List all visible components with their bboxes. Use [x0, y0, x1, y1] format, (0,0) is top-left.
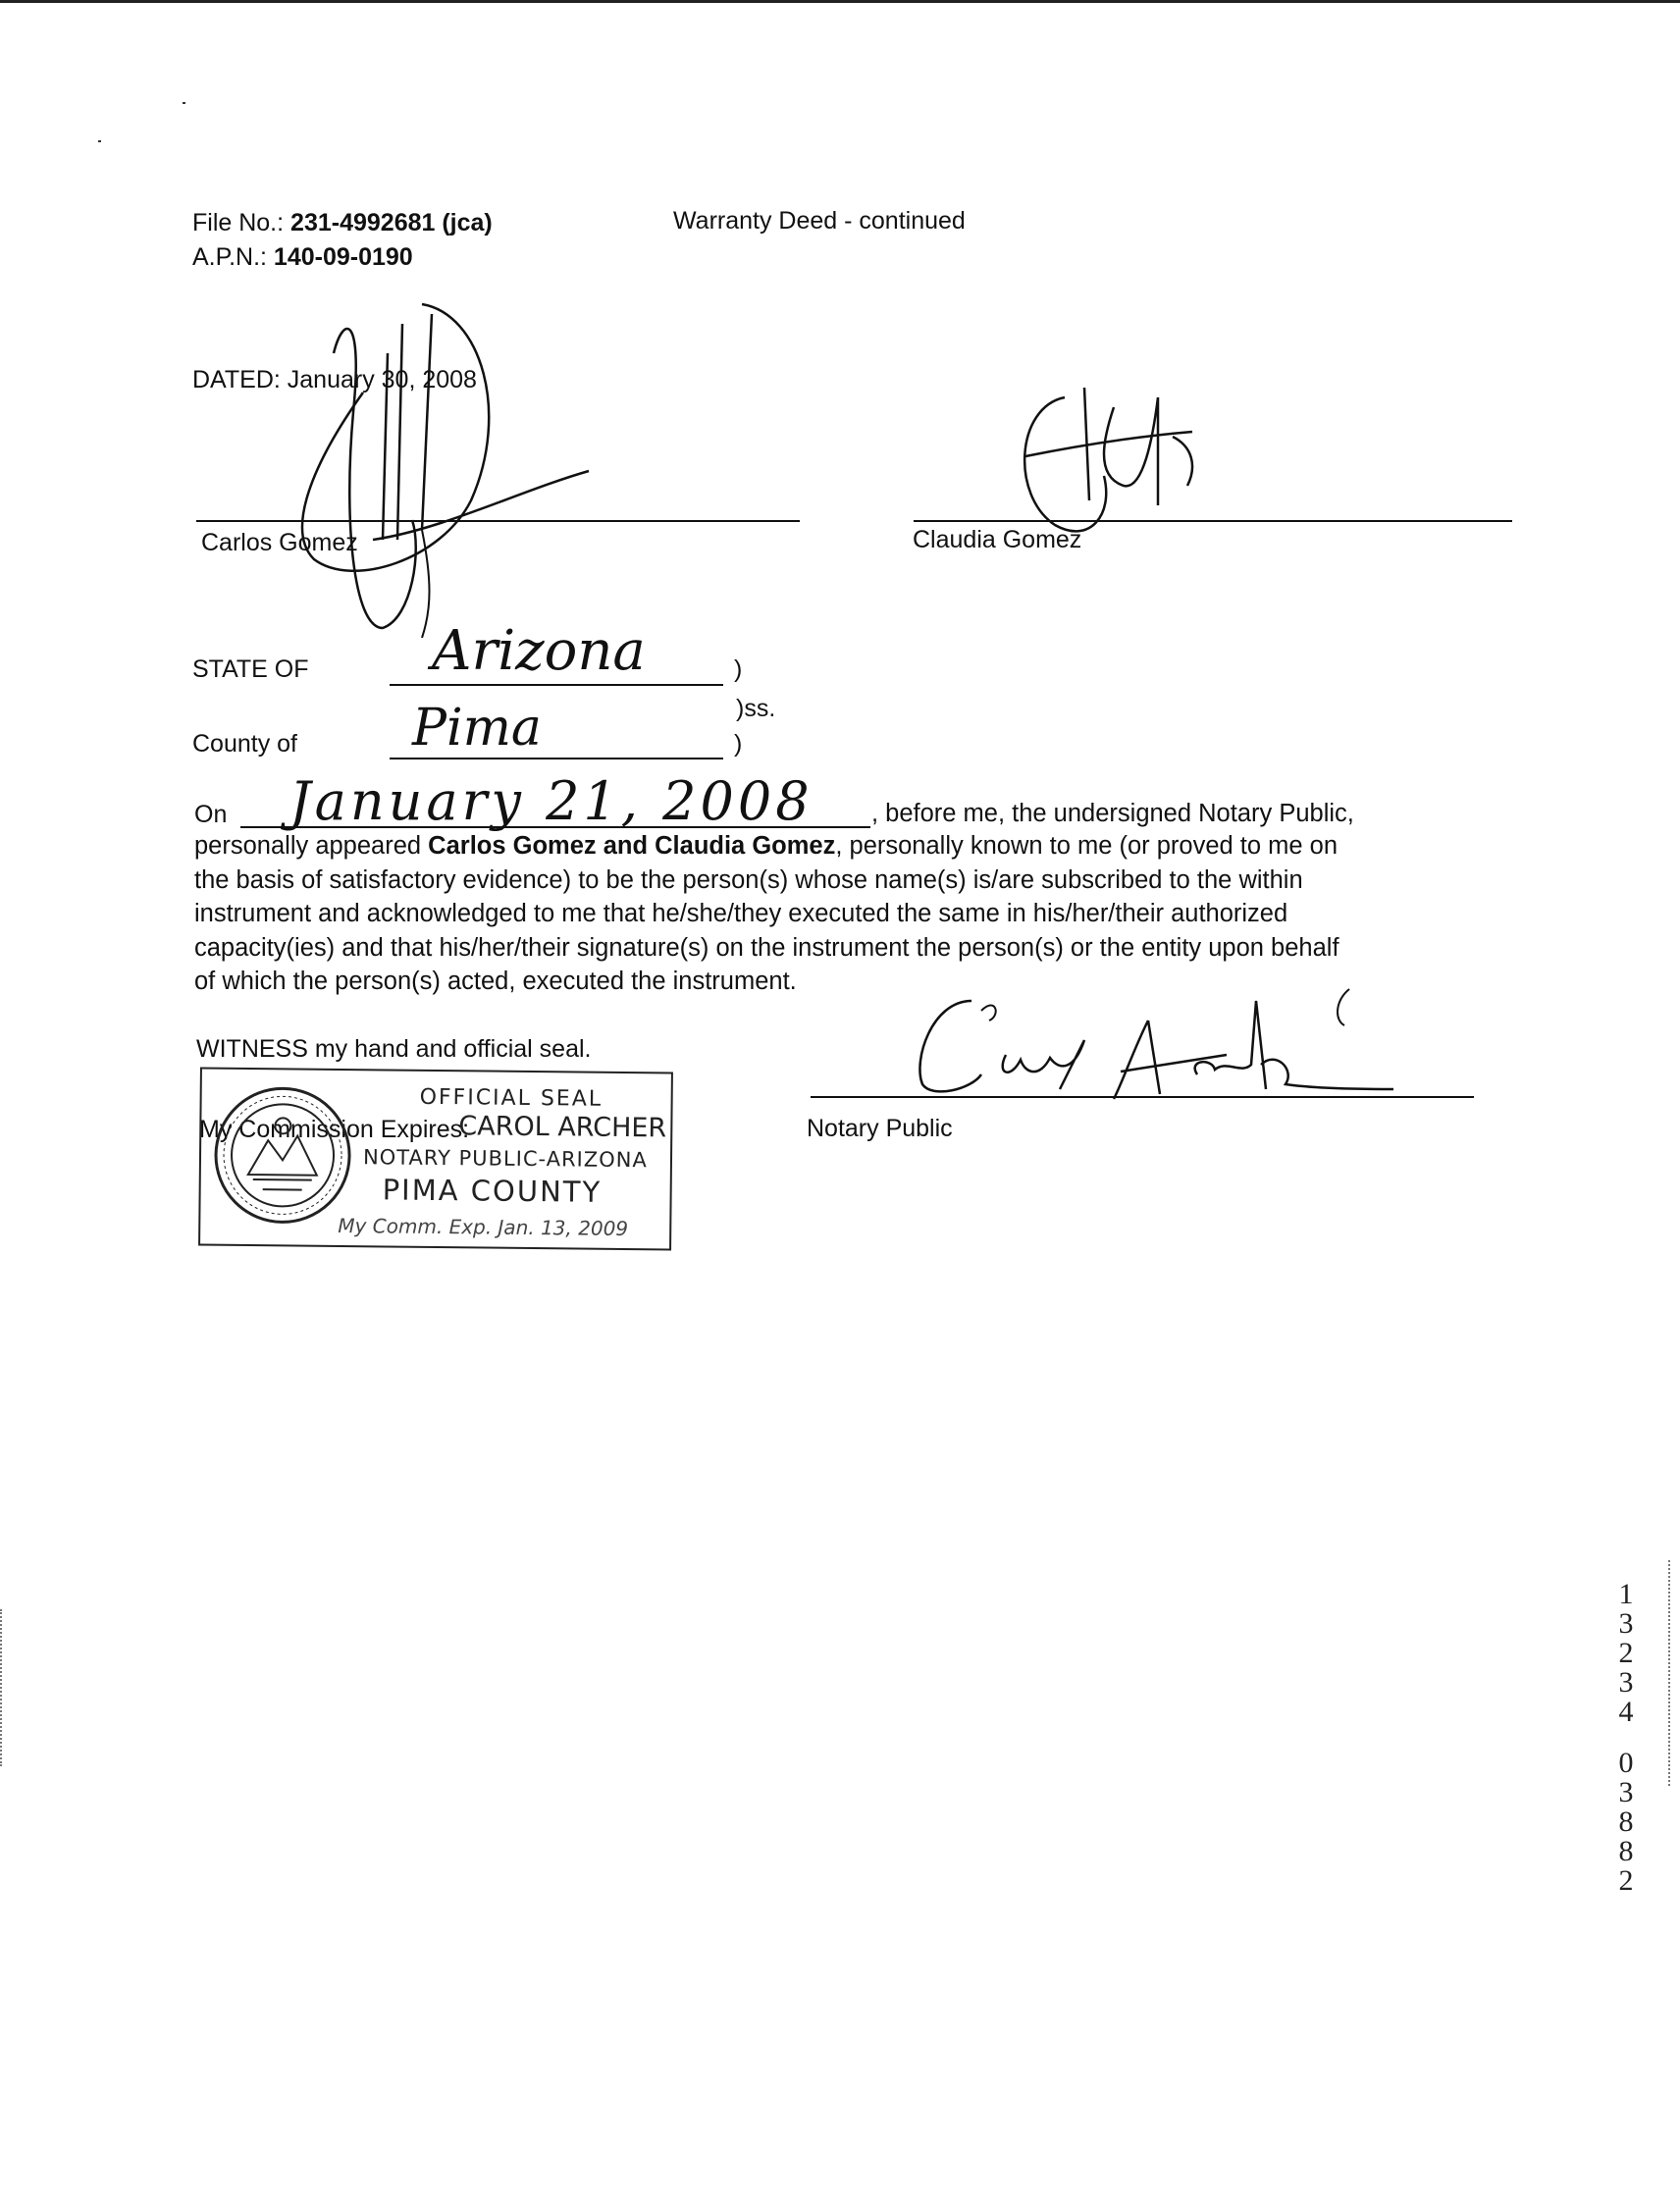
ack-line1-rest: , before me, the undersigned Notary Public,: [871, 800, 1354, 827]
recording-digit: 0: [1618, 1747, 1634, 1779]
state-label: STATE OF: [192, 655, 309, 683]
ack-line-4: instrument and acknowledged to me that he/she/they executed the same in his/her/their authorized: [194, 900, 1288, 927]
recording-gap: [1611, 1727, 1641, 1749]
seal-line-county: PIMA COUNTY: [382, 1173, 603, 1209]
recording-digit: 1: [1618, 1578, 1634, 1610]
county-label: County of: [192, 730, 298, 758]
apn-number: [192, 240, 413, 274]
seal-line-name: CAROL ARCHER: [458, 1111, 667, 1144]
file-number: [192, 206, 493, 239]
seal-line-expiration: My Comm. Exp. Jan. 13, 2009: [338, 1213, 629, 1241]
ack-line-3: the basis of satisfactory evidence) to be the person(s) whose name(s) is/are subscribed to the within: [194, 865, 1303, 894]
commission-label: My Commission Expires:: [199, 1116, 470, 1143]
county-paren: ): [734, 730, 743, 758]
notary-seal-stamp: [198, 1067, 673, 1250]
signer-name-claudia: Claudia Gomez: [913, 526, 1082, 553]
claudia-signature: [996, 378, 1212, 554]
dated-line: DATED: January 30, 2008: [192, 366, 477, 393]
ack-line2-post: , personally known to me (or proved to me on: [835, 832, 1339, 860]
top-edge-line: [0, 0, 1680, 3]
ack-line-2: [194, 829, 1339, 864]
apn-label: A.P.N.:: [192, 243, 267, 271]
state-line: [390, 684, 723, 686]
notary-signature: [903, 981, 1413, 1109]
seal-line-official: OFFICIAL SEAL: [419, 1084, 604, 1112]
ack-line-6: of which the person(s) acted, executed the instrument.: [194, 968, 797, 995]
ack-line-5: capacity(ies) and that his/her/their signature(s) on the instrument the person(s) or the entity upon behalf: [194, 933, 1339, 962]
ack-signer-names: Carlos Gomez and Claudia Gomez: [428, 832, 836, 860]
file-no-value: 231-4992681 (jca): [290, 209, 493, 236]
scan-speck: [98, 140, 101, 142]
recording-digit: 3: [1618, 1776, 1634, 1808]
witness-text: WITNESS my hand and official seal.: [196, 1035, 592, 1063]
ack-date-handwritten: January 21, 2008: [289, 770, 814, 832]
scan-speck: [183, 102, 185, 104]
ack-line2-pre: personally appeared: [194, 832, 429, 860]
seal-line-notary: NOTARY PUBLIC-ARIZONA: [362, 1145, 648, 1173]
recording-number: [1611, 1580, 1641, 1896]
recording-digit: 3: [1618, 1666, 1634, 1699]
county-handwritten: Pima: [412, 699, 542, 758]
scan-edge-right: [1668, 1560, 1673, 1786]
carlos-signature: [275, 294, 599, 638]
acknowledgment-paragraph: [194, 829, 1339, 999]
state-handwritten: Arizona: [432, 619, 646, 683]
signer-name-carlos: Carlos Gomez: [201, 529, 358, 556]
apn-value: 140-09-0190: [273, 243, 413, 271]
on-label: On: [194, 801, 228, 828]
notary-label: Notary Public: [807, 1115, 953, 1142]
scan-edge-dots: [0, 1609, 5, 1766]
county-line: [390, 758, 723, 759]
state-paren: ): [734, 655, 743, 683]
recording-digit: 4: [1618, 1696, 1634, 1728]
recording-digit: 2: [1618, 1864, 1634, 1897]
recording-digit: 8: [1618, 1806, 1634, 1838]
arizona-seal-emblem: [208, 1081, 357, 1230]
recording-digit: 8: [1618, 1835, 1634, 1867]
recording-digit: 2: [1618, 1637, 1634, 1669]
recording-digit: 3: [1618, 1607, 1634, 1640]
document-title: Warranty Deed - continued: [673, 207, 966, 235]
ss-mark: )ss.: [736, 695, 776, 722]
file-no-label: File No.:: [192, 209, 285, 236]
